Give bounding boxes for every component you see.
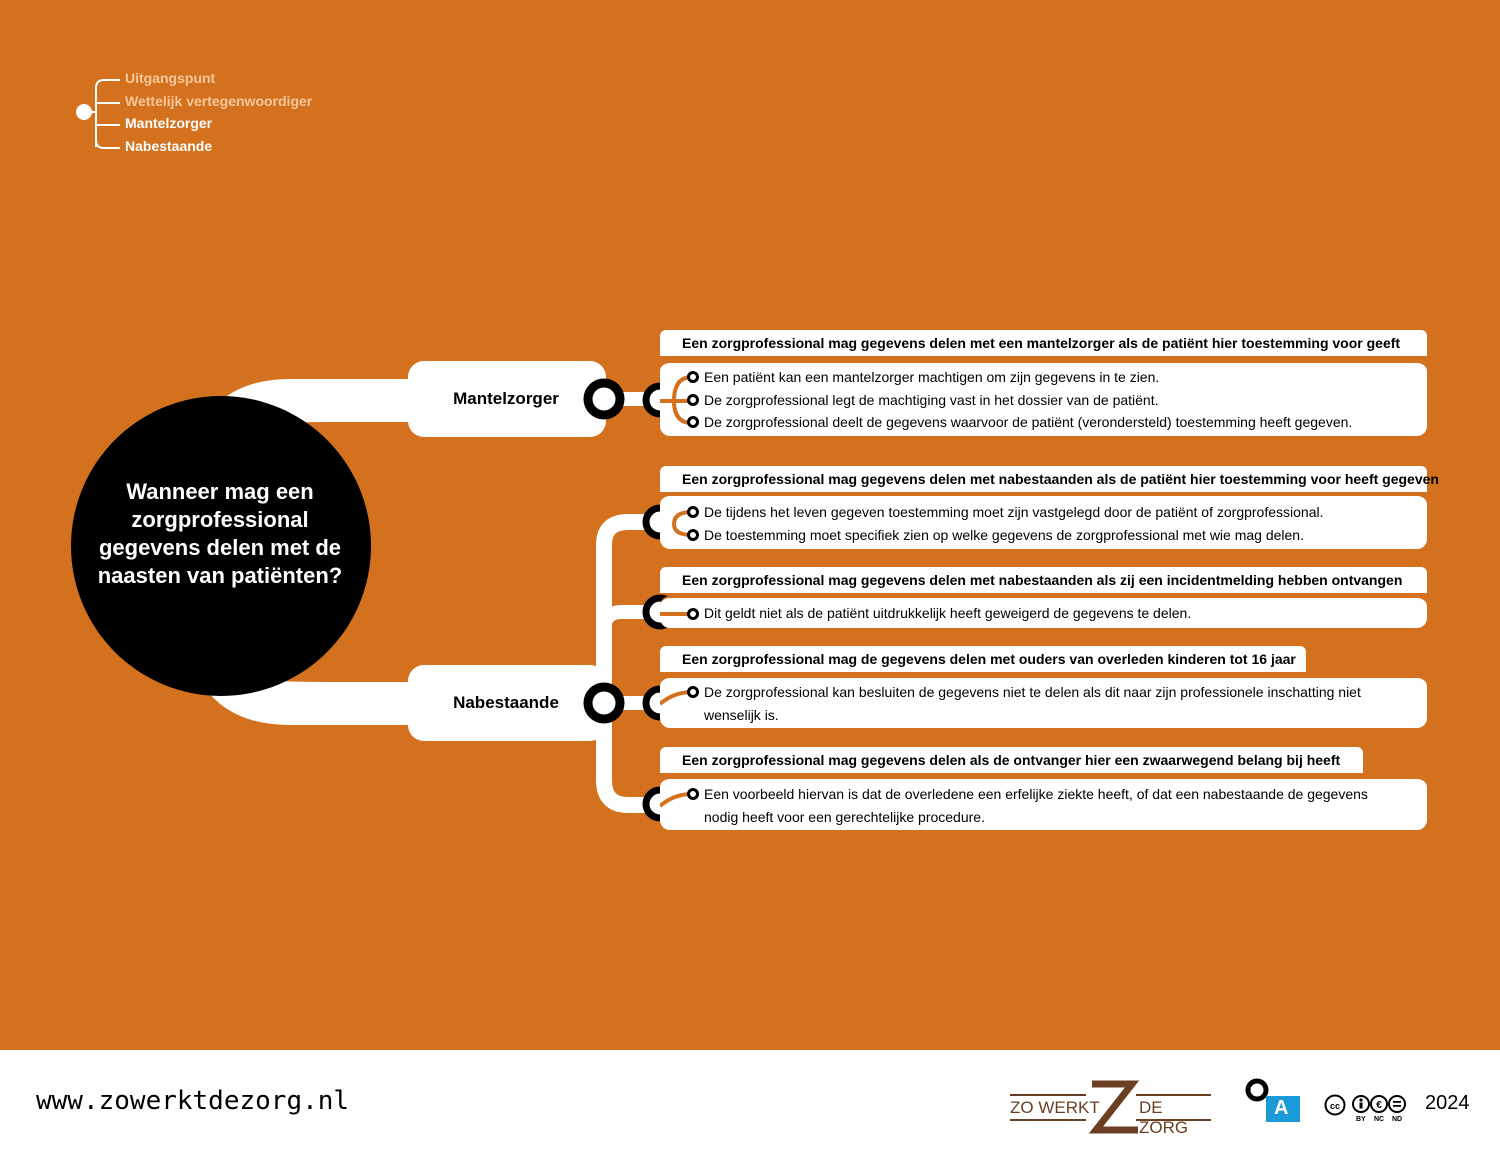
center-question: Wanneer mag een zorgprofessional gegevens delen met de naasten van patiënten? [97, 479, 343, 588]
card-heading-2: Een zorgprofessional mag gegevens delen met nabestaanden als de patiënt hier toestemming voor heeft gegeven [660, 466, 1427, 492]
card-heading-4: Een zorgprofessional mag de gegevens delen met ouders van overleden kinderen tot 16 jaar [660, 646, 1306, 672]
nav-item-nabestaande[interactable]: Nabestaande [125, 138, 213, 154]
list-item: De tijdens het leven gegeven toestemming moet zijn vastgelegd door de patiënt of zorgprofessional. [704, 504, 1324, 520]
svg-text:€: € [1376, 1100, 1382, 1111]
list-item: De zorgprofessional deelt de gegevens waarvoor de patiënt (verondersteld) toestemming heeft gegeven. [704, 414, 1353, 430]
bullet-icon [689, 531, 698, 540]
list-item: Dit geldt niet als de patiënt uitdrukkelijk heeft geweigerd de gegevens te delen. [704, 605, 1192, 621]
bullet-icon [689, 418, 698, 427]
list-item: De zorgprofessional kan besluiten de gegevens niet te delen als dit naar zijn professionele inschatting niet [704, 684, 1361, 700]
card-body-4 [660, 676, 1427, 728]
cc-label-nd: ND [1392, 1116, 1403, 1123]
list-item: De toestemming moet specifiek zien op welke gegevens de zorgprofessional met wie mag delen. [704, 527, 1304, 543]
nav-item-mantelzorger[interactable]: Mantelzorger [125, 115, 213, 131]
bullet-icon [689, 396, 698, 405]
card-heading-5: Een zorgprofessional mag gegevens delen als de ontvanger hier een zwaarwegend belang bij heeft [660, 747, 1363, 773]
list-item: Een patiënt kan een mantelzorger machtigen om zijn gegevens in te zien. [704, 369, 1160, 385]
list-item: De zorgprofessional legt de machtiging vast in het dossier van de patiënt. [704, 392, 1159, 408]
oa-badge-letter: A [1274, 1097, 1289, 1119]
bullet-icon [689, 610, 698, 619]
svg-text:cc: cc [1329, 1101, 1341, 1111]
year-label: 2024 [1425, 1092, 1470, 1114]
card-body-2 [660, 494, 1427, 549]
bullet-icon [689, 790, 698, 799]
cc-label-by: BY [1356, 1116, 1366, 1123]
logo-text-right: DE ZORG [1139, 1098, 1189, 1137]
bullet-icon [689, 508, 698, 517]
branch-label-mantelzorger[interactable]: Mantelzorger [453, 389, 559, 408]
branch-label-nabestaande[interactable]: Nabestaande [453, 693, 559, 712]
bullet-icon [689, 688, 698, 697]
oa-circle-icon [1248, 1081, 1266, 1099]
card-heading-3: Een zorgprofessional mag gegevens delen met nabestaanden als zij een incidentmelding hebben ontvangen [660, 567, 1427, 593]
nav-item-wettelijk-vertegenwoordiger[interactable]: Wettelijk vertegenwoordiger [125, 93, 313, 109]
cc-license-icons[interactable] [1324, 1094, 1416, 1126]
card-body-5 [660, 777, 1427, 830]
bullet-icon [689, 373, 698, 382]
logo-text-left: ZO WERKT [1010, 1098, 1100, 1117]
list-item: nodig heeft voor een gerechtelijke procedure. [704, 809, 985, 825]
website-link[interactable]: www.zowerktdezorg.nl [36, 1086, 350, 1116]
oa-badge [1244, 1078, 1302, 1122]
card-heading-1: Een zorgprofessional mag gegevens delen met een mantelzorger als de patiënt hier toestemming voor geeft [660, 330, 1427, 356]
footer [0, 1050, 1500, 1150]
card-body-1 [660, 361, 1427, 436]
nd-icon [1389, 1096, 1405, 1112]
nav-item-uitgangspunt[interactable]: Uitgangspunt [125, 70, 216, 86]
list-item: wenselijk is. [704, 707, 779, 723]
zo-werkt-de-zorg-logo[interactable] [1008, 1080, 1213, 1135]
card-body-3 [660, 596, 1427, 628]
cc-label-nc: NC [1374, 1116, 1385, 1123]
list-item: Een voorbeeld hiervan is dat de overledene een erfelijke ziekte heeft, of dat een nabestaande de gegevens [704, 786, 1368, 802]
